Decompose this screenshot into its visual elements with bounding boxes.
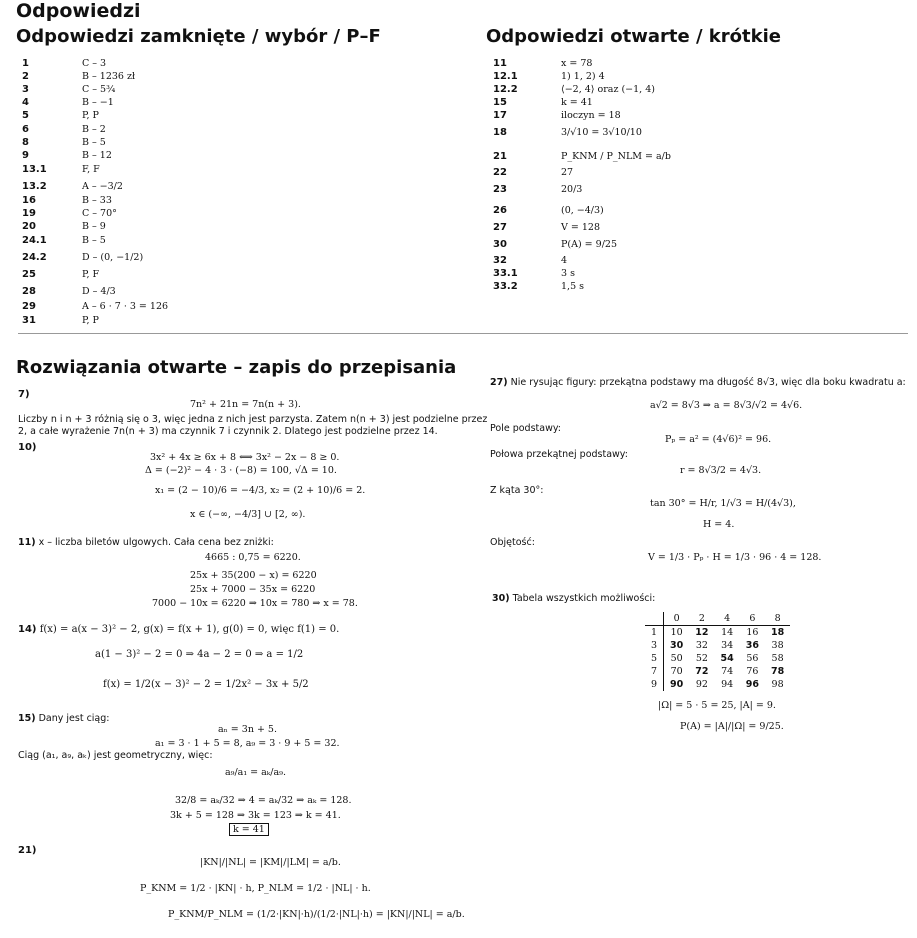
answer-number: 25 [22, 269, 36, 280]
answer-value: ⟨−2, 4⟩ oraz (−1, 4) [561, 84, 655, 95]
s30-intro-text: Tabela wszystkich możliwości: [512, 593, 656, 604]
s10-line-2: Δ = (−2)² − 4 · 3 · (−8) = 100, √Δ = 10. [145, 465, 337, 476]
s21-label: 21) [18, 845, 37, 856]
answer-value: (0, −4/3) [561, 205, 604, 216]
answer-value: D – (0, −1/2) [82, 252, 144, 263]
answer-number: 27 [493, 222, 507, 233]
s27-intro [490, 376, 906, 389]
answer-value: P, P [82, 315, 99, 326]
s30-intro [492, 592, 655, 605]
answer-value: 3 s [561, 268, 575, 279]
table-cell: 14 [721, 627, 734, 638]
s11-intro-text: x – liczba biletów ulgowych. Cała cena bez zniżki: [38, 537, 274, 548]
answer-number: 28 [22, 286, 36, 297]
s7-text-2: 2, a całe wyrażenie 7n(n + 3) ma czynnik 7 i czynnik 2. Dlatego jest podzielne przez 14. [18, 426, 438, 437]
s14-label: 14) [18, 624, 37, 635]
s27-line-5: H = 4. [703, 519, 735, 530]
answer-number: 23 [493, 184, 507, 195]
s14-intro [18, 623, 339, 636]
table-col-header: 4 [715, 612, 740, 626]
table-cell: 38 [771, 640, 784, 651]
table-row [645, 652, 790, 665]
table-row [645, 639, 790, 652]
outcomes-table-wrap [645, 612, 790, 691]
answer-number: 2 [22, 71, 29, 82]
table-cell: 30 [670, 640, 684, 651]
table-cell: 58 [771, 653, 784, 664]
table-cell: 52 [695, 653, 708, 664]
s30-line-1: |Ω| = 5 · 5 = 25, |A| = 9. [658, 700, 776, 711]
table-cell: 12 [695, 627, 709, 638]
answer-number: 1 [22, 58, 29, 69]
answer-number: 11 [493, 58, 507, 69]
s14-line-1: a(1 − 3)² − 2 = 0 ⇒ 4a − 2 = 0 ⇒ a = 1/2 [95, 649, 304, 660]
answer-number: 31 [22, 315, 36, 326]
answer-value: B – −1 [82, 97, 114, 108]
table-cell: 94 [721, 679, 734, 690]
table-row [645, 665, 790, 678]
table-cell: 10 [670, 627, 683, 638]
s15-line-6 [229, 823, 269, 837]
s30-line-2: P(A) = |A|/|Ω| = 9/25. [680, 721, 784, 732]
answer-number: 8 [22, 137, 29, 148]
answer-value: B – 9 [82, 221, 106, 232]
answer-value: B – 12 [82, 150, 112, 161]
s21-line-1: |KN|/|NL| = |KM|/|LM| = a/b. [200, 857, 341, 868]
table-cell: 54 [720, 653, 734, 664]
answer-value: C – 3 [82, 58, 107, 69]
s15-line-5: 3k + 5 = 128 ⇒ 3k = 123 ⇒ k = 41. [170, 810, 341, 821]
table-corner [645, 612, 664, 626]
table-cell: 16 [746, 627, 759, 638]
answer-number: 22 [493, 167, 507, 178]
answer-value: 27 [561, 167, 574, 178]
answer-number: 29 [22, 301, 36, 312]
answer-value: A – 6 · 7 · 3 = 126 [82, 301, 169, 312]
s11-line-4: 7000 − 10x = 6220 ⇒ 10x = 780 ⇒ x = 78. [152, 598, 358, 609]
table-cell: 92 [695, 679, 708, 690]
s15-label: 15) [18, 713, 36, 724]
answer-number: 30 [493, 239, 507, 250]
s21-line-2: P_KNM = 1/2 · |KN| · h, P_NLM = 1/2 · |NL| · h. [140, 883, 371, 894]
table-cell: 98 [771, 679, 784, 690]
table-col-header: 8 [765, 612, 790, 626]
answer-value: P(A) = 9/25 [561, 239, 617, 250]
answer-number: 17 [493, 110, 507, 121]
answer-value: B – 33 [82, 195, 112, 206]
table-cell: 70 [670, 666, 683, 677]
answer-number: 3 [22, 84, 29, 95]
table-col-header: 0 [664, 612, 690, 626]
solutions-heading: Rozwiązania otwarte – zapis do przepisania [16, 357, 457, 378]
page-title: Odpowiedzi [16, 0, 141, 22]
answer-number: 33.2 [493, 281, 518, 292]
open-heading: Odpowiedzi otwarte / krótkie [486, 26, 781, 47]
answer-number: 16 [22, 195, 36, 206]
answer-number: 13.1 [22, 164, 47, 175]
table-cell: 74 [721, 666, 734, 677]
s27-obj: Objętość: [490, 537, 535, 548]
s10-line-1: 3x² + 4x ≥ 6x + 8 ⟺ 3x² − 2x − 8 ≥ 0. [150, 452, 340, 463]
s7-text-1: Liczby n i n + 3 różnią się o 3, więc jedna z nich jest parzysta. Zatem n(n + 3) jest podzielne przez [18, 414, 488, 425]
s27-line-3: r = 8√3/2 = 4√3. [680, 465, 762, 476]
answer-number: 5 [22, 110, 29, 121]
answer-number: 20 [22, 221, 36, 232]
table-col-header: 2 [689, 612, 714, 626]
answer-value: B – 5 [82, 235, 106, 246]
s27-intro-text: Nie rysując figury: przekątna podstawy ma długość 8√3, więc dla boku kwadratu a: [510, 377, 906, 388]
s27-label: 27) [490, 377, 508, 388]
answer-number: 12.1 [493, 71, 518, 82]
table-row-header: 1 [645, 626, 664, 640]
answer-value: C – 5¾ [82, 84, 116, 95]
table-col-header: 6 [740, 612, 765, 626]
table-cell: 76 [746, 666, 759, 677]
answer-value: P_KNM / P_NLM = a/b [561, 151, 671, 162]
s14-line-2: f(x) = 1/2(x − 3)² − 2 = 1/2x² − 3x + 5/2 [103, 679, 309, 690]
answer-value: B – 2 [82, 124, 106, 135]
answer-number: 24.1 [22, 235, 47, 246]
s27-polowa: Połowa przekątnej podstawy: [490, 449, 628, 460]
answer-value: 20/3 [561, 184, 583, 195]
s15-line-4: 32/8 = aₖ/32 ⇒ 4 = aₖ/32 ⇒ aₖ = 128. [175, 795, 352, 806]
answer-value: 1,5 s [561, 281, 585, 292]
table-cell: 72 [695, 666, 709, 677]
table-cell: 56 [746, 653, 759, 664]
table-row [645, 626, 790, 640]
table-row [645, 678, 790, 691]
answer-value: C – 70° [82, 208, 117, 219]
answer-value: k = 41 [561, 97, 593, 108]
answer-number: 33.1 [493, 268, 518, 279]
s11-label: 11) [18, 537, 36, 548]
table-row-header: 9 [645, 678, 664, 691]
answer-value: 3/√10 = 3√10/10 [561, 127, 642, 138]
s15-boxed-answer: k = 41 [229, 823, 269, 836]
table-cell: 90 [670, 679, 684, 690]
answer-number: 24.2 [22, 252, 47, 263]
s10-label: 10) [18, 442, 37, 453]
s11-intro [18, 536, 274, 549]
answer-value: B – 1236 zł [82, 71, 136, 82]
table-cell: 34 [721, 640, 734, 651]
answer-value: D – 4/3 [82, 286, 116, 297]
table-row-header: 7 [645, 665, 664, 678]
answer-value: 1) 1, 2) 4 [561, 71, 605, 82]
outcomes-table [645, 612, 790, 691]
s27-line-6: V = 1/3 · Pₚ · H = 1/3 · 96 · 4 = 128. [648, 552, 822, 563]
table-cell: 18 [770, 627, 785, 638]
s14-intro-text: f(x) = a(x − 3)² − 2, g(x) = f(x + 1), g(0) = 0, więc f(1) = 0. [39, 624, 340, 635]
answer-value: P, P [82, 110, 99, 121]
answer-number: 15 [493, 97, 507, 108]
closed-heading: Odpowiedzi zamknięte / wybór / P–F [16, 26, 381, 47]
table-row-header: 3 [645, 639, 664, 652]
s15-mid: Ciąg (a₁, a₉, aₖ) jest geometryczny, więc: [18, 750, 213, 761]
answer-number: 32 [493, 255, 507, 266]
answer-number: 21 [493, 151, 507, 162]
answer-number: 18 [493, 127, 507, 138]
s30-label: 30) [492, 593, 510, 604]
table-row-header: 5 [645, 652, 664, 665]
table-cell: 32 [695, 640, 708, 651]
answer-number: 6 [22, 124, 29, 135]
s10-line-4: x ∈ (−∞, −4/3] ∪ [2, ∞). [190, 509, 306, 520]
s15-intro [18, 712, 110, 725]
answer-number: 12.2 [493, 84, 518, 95]
answer-number: 13.2 [22, 181, 47, 192]
s7-label: 7) [18, 389, 30, 400]
s15-line-2: a₁ = 3 · 1 + 5 = 8, a₉ = 3 · 9 + 5 = 32. [155, 738, 340, 749]
s10-line-3: x₁ = (2 − 10)/6 = −4/3, x₂ = (2 + 10)/6 = 2. [155, 485, 366, 496]
table-cell: 36 [745, 640, 759, 651]
s27-pole: Pole podstawy: [490, 423, 561, 434]
s27-line-4: tan 30° = H/r, 1/√3 = H/(4√3), [650, 498, 796, 509]
s11-line-2: 25x + 35(200 − x) = 6220 [190, 570, 317, 581]
table-cell: 50 [670, 653, 683, 664]
answer-number: 9 [22, 150, 29, 161]
s15-line-1: aₙ = 3n + 5. [218, 724, 277, 735]
table-cell: 96 [745, 679, 759, 690]
s11-line-1: 4665 : 0,75 = 6220. [205, 552, 301, 563]
answer-value: 4 [561, 255, 568, 266]
section-divider [18, 333, 908, 334]
answer-value: B – 5 [82, 137, 106, 148]
s27-line-2: Pₚ = a² = (4√6)² = 96. [665, 434, 772, 445]
s15-intro-text: Dany jest ciąg: [38, 713, 110, 724]
answer-number: 26 [493, 205, 507, 216]
answer-value: A – −3/2 [82, 181, 123, 192]
answer-value: x = 78 [561, 58, 593, 69]
answer-number: 19 [22, 208, 36, 219]
answer-value: iloczyn = 18 [561, 110, 621, 121]
s15-line-3: a₉/a₁ = aₖ/a₉. [225, 767, 286, 778]
s7-equation: 7n² + 21n = 7n(n + 3). [190, 399, 301, 410]
s27-kat: Z kąta 30°: [490, 485, 544, 496]
table-cell: 78 [770, 666, 785, 677]
s11-line-3: 25x + 7000 − 35x = 6220 [190, 584, 316, 595]
s21-line-3: P_KNM/P_NLM = (1/2·|KN|·h)/(1/2·|NL|·h) = |KN|/|NL| = a/b. [168, 909, 465, 920]
answer-number: 4 [22, 97, 29, 108]
answer-value: V = 128 [561, 222, 600, 233]
answer-value: F, F [82, 164, 100, 175]
s27-line-1: a√2 = 8√3 ⇒ a = 8√3/√2 = 4√6. [650, 400, 803, 411]
answer-value: P, F [82, 269, 100, 280]
